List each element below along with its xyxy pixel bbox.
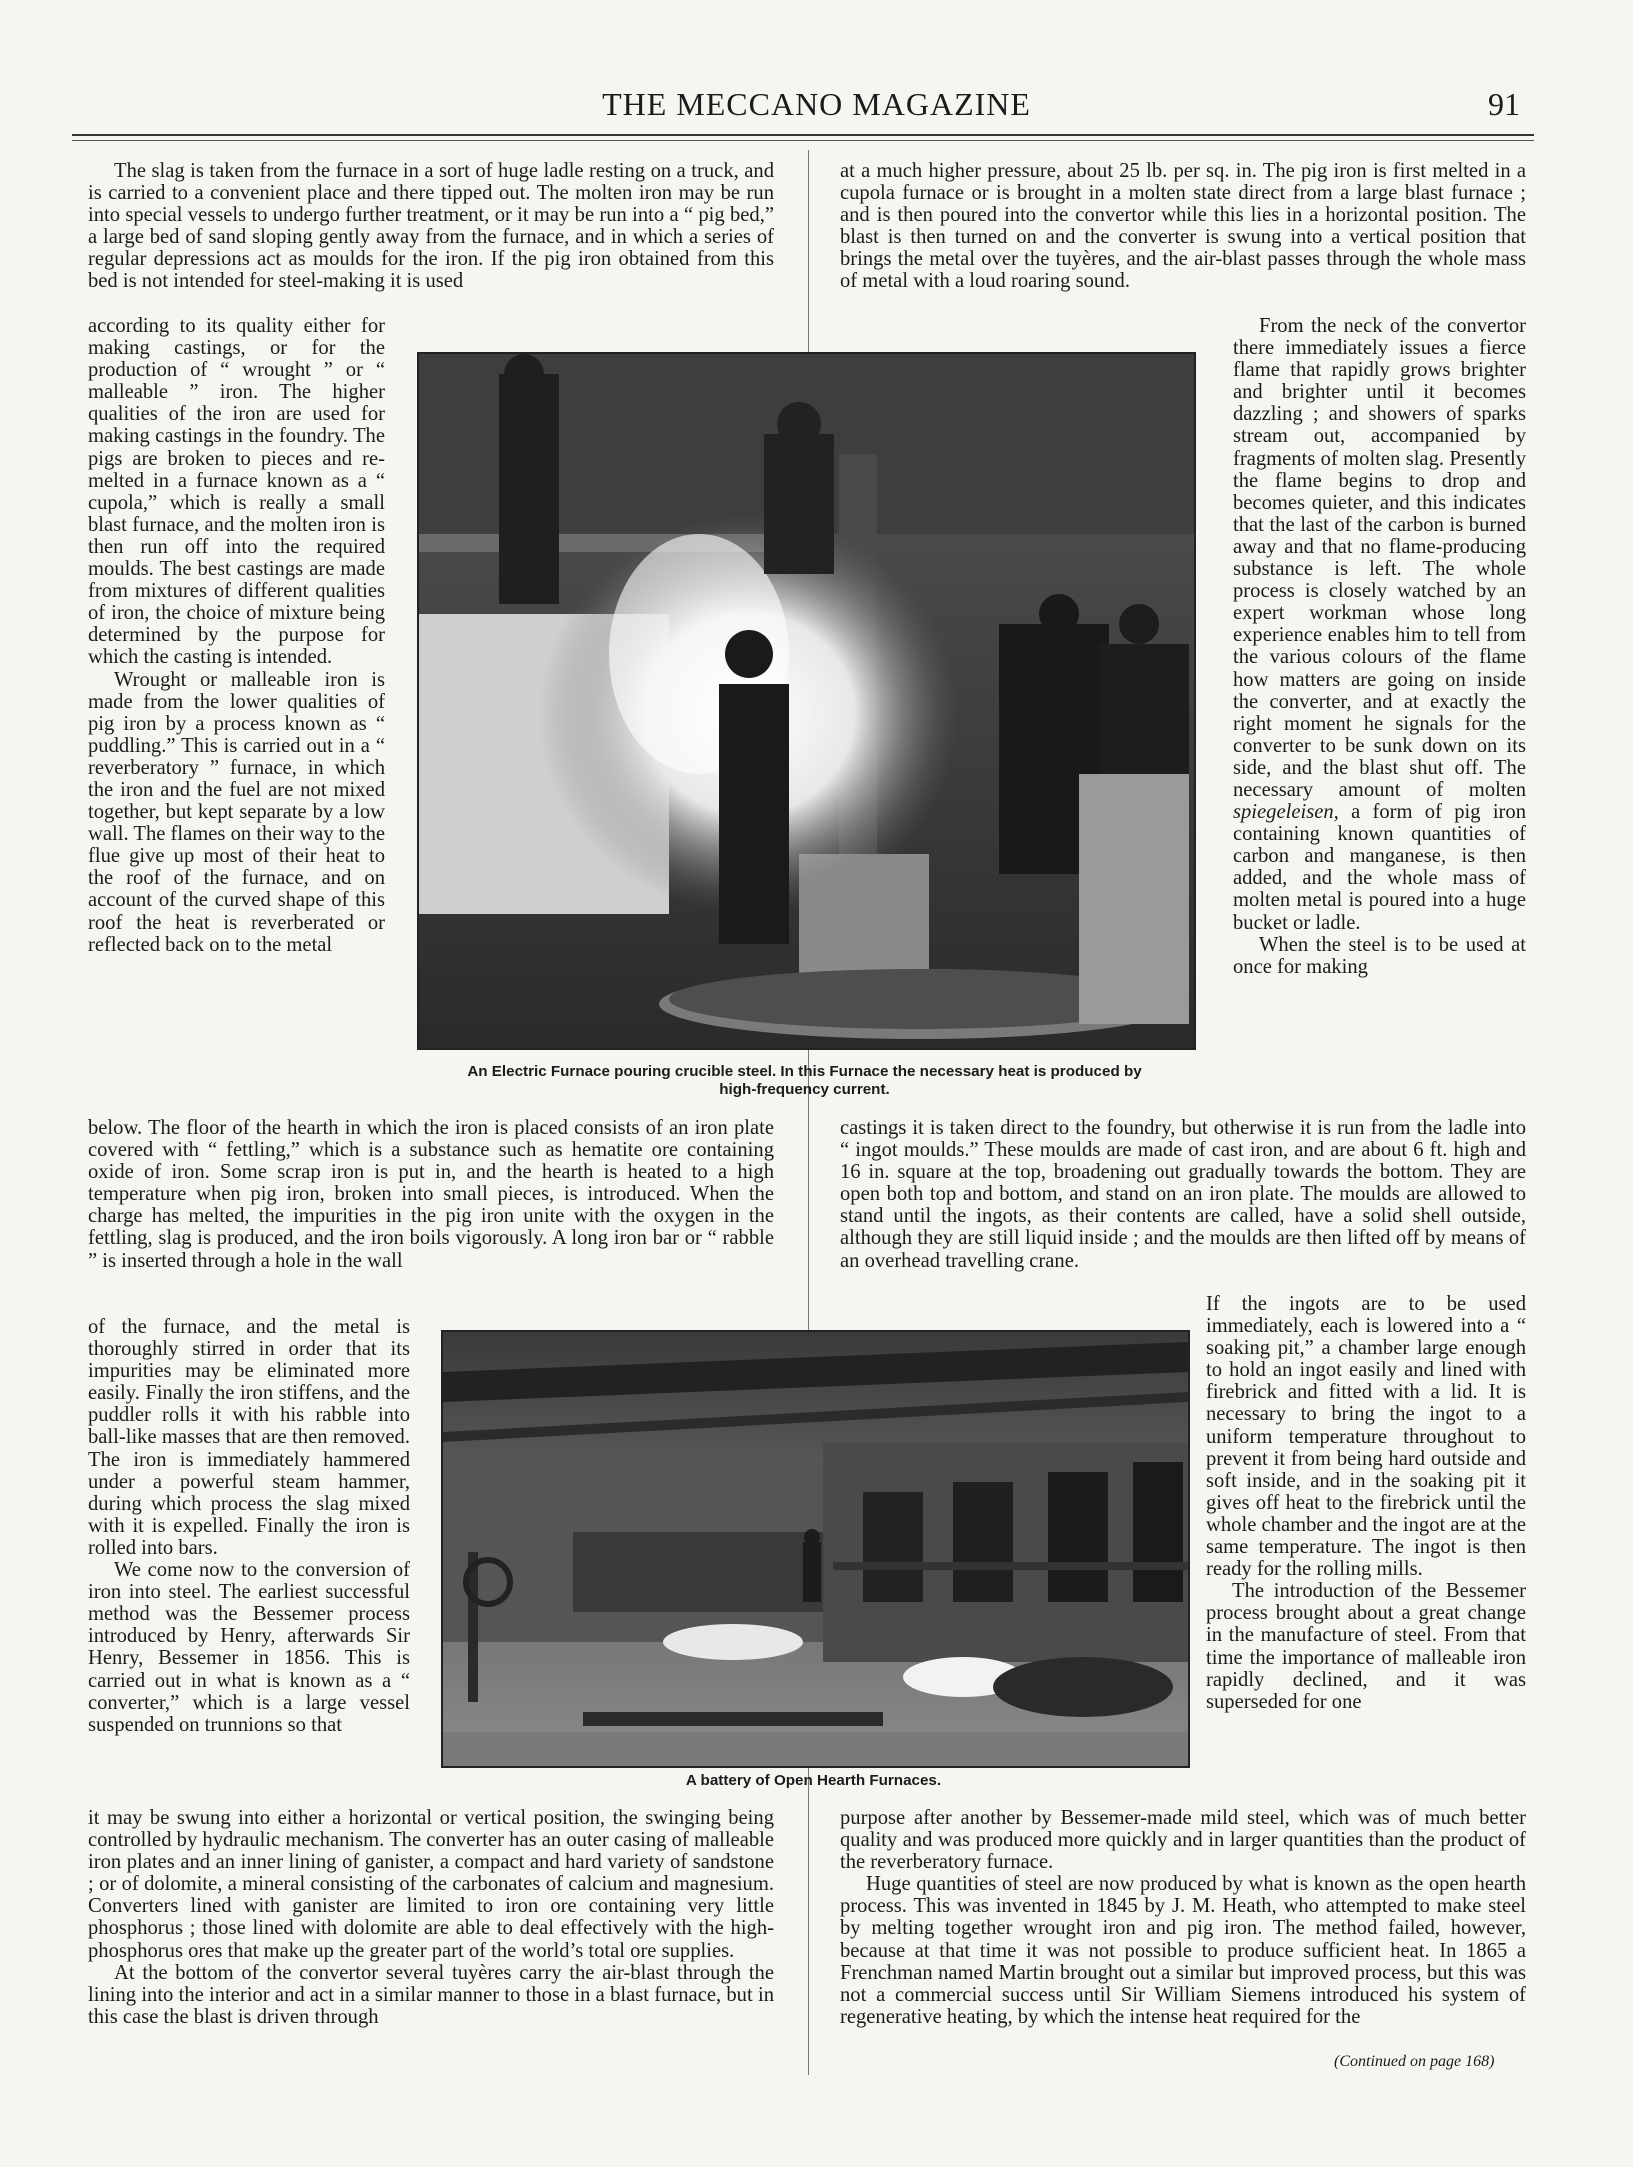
electric-furnace-caption: An Electric Furnace pouring crucible steel. In this Furnace the necessary heat is produced by high-frequency current. (467, 1063, 1142, 1098)
open-hearth-photo (441, 1330, 1190, 1768)
paragraph-flame: From the neck of the convertor there immediately issues a fierce flame that rapidly grows brighter and brighter until it becomes dazzling ; and showers of sparks stream out, accompanied by fragments of molten slag. Presently the flame begins to drop and becomes quieter, and this indicates that the last of the carbon is burned away and that no flame-producing substance is left. The whole process is closely watched by an expert workman whose long experience enables him to tell from the various colours of the flame how matters are going on inside the converter, and at exactly the right moment he signals for the converter to be sunk down on its side, and the blast shut off. The necessary amount of molten spiegeleisen, a form of pig iron containing known quantities of carbon and manganese, is then added, and the whole mass of molten metal is poured into a huge bucket or ladle. (1233, 315, 1526, 934)
header-rule-thin (72, 140, 1534, 141)
right-narrow-text-b (1206, 1293, 1526, 1713)
paragraph-quality: according to its quality either for making castings, or for the production of “ wrought ” or “ malleable ” iron. The higher qualities of the iron are used for making castings in the foundry. The pigs are broken to pieces and re-melted in a furnace known as a “ cupola,” which is really a small blast furnace, and the molten iron is then run off into the required moulds. The best castings are made from mixtures of different qualities of iron, the choice of mixture being determined by the purpose for which the casting is intended. (88, 315, 385, 669)
paragraph-open-hearth: Huge quantities of steel are now produced by what is known as the open hearth process. This was invented in 1845 by J. M. Heath, who attempted to make steel by melting together wrought iron and pig iron. The method failed, however, because at that time it was not possible to produce sufficient heat. In 1865 a Frenchman named Martin brought out a similar but improved process, but this was not a commercial success until Sir William Siemens introduced his system of regenerative heating, by which the intense heat required for the (840, 1873, 1526, 2028)
left-narrow-text-b (88, 1316, 410, 1736)
electric-furnace-photo (417, 352, 1196, 1050)
paragraph-converter-lining: it may be swung into either a horizontal or vertical position, the swinging being controlled by hydraulic mechanism. The converter has an outer casing of malleable iron plates and an inner lining of ganister, a compact and hard variety of sandstone ; or of dolomite, a mineral consisting of the carbonates of calcium and magnesium. Converters lined with ganister are limited to iron ore containing very little phosphorus ; those lined with dolomite are able to deal effectively with the high-phosphorus ores that make up the greater part of the world’s total ore supplies. (88, 1807, 774, 1962)
right-narrow-text-a (1233, 315, 1526, 978)
left-narrow-text-a (88, 315, 385, 956)
continued-note: (Continued on page 168) (1334, 2053, 1495, 2070)
right-bottom-text (840, 1807, 1526, 2028)
paragraph-mild-steel: purpose after another by Bessemer-made mild steel, which was of much better quality and was produced more quickly and in larger quantities than the product of the reverberatory furnace. (840, 1807, 1526, 1874)
left-middle-paragraph: below. The floor of the hearth in which the iron is placed consists of an iron plate covered with “ fettling,” which is a substance such as hematite ore containing oxide of iron. Some scrap iron is put in, and the hearth is heated to a high temperature when pig iron, broken into small pieces, is introduced. When the charge has melted, the impurities in the pig iron unite with the oxygen in the fettling, slag is produced, and the iron boils vigorously. A long iron bar or “ rabble ” is inserted through a hole in the wall (88, 1117, 774, 1272)
left-top-paragraph: The slag is taken from the furnace in a sort of huge ladle resting on a truck, and is carried to a convenient place and there tipped out. The molten iron may be run into special vessels to undergo further treatment, or it may be run into a “ pig bed,” a large bed of sand sloping gently away from the furnace, and in which a series of regular depressions act as moulds for the iron. If the pig iron obtained from this bed is not intended for steel-making it is used (88, 160, 774, 293)
paragraph-wrought-iron: Wrought or malleable iron is made from the lower qualities of pig iron by a process known as “ puddling.” This is carried out in a “ reverberatory ” furnace, in which the iron and the fuel are not mixed together, but kept separate by a low wall. The flames on their way to the flue give up most of their heat to the roof of the furnace, and on account of the curved shape of this roof the heat is reverberated or reflected back on to the metal (88, 668, 386, 956)
paragraph-steel-use: When the steel is to be used at once for making (1233, 933, 1526, 978)
spiegeleisen-term: spiegeleisen, (1233, 801, 1339, 824)
left-bottom-text (88, 1807, 774, 2028)
page-number: 91 (1488, 86, 1520, 122)
right-top-paragraph: at a much higher pressure, about 25 lb. per sq. in. The pig iron is first melted in a cupola furnace or is brought in a molten state direct from a large blast furnace ; and is then poured into the convertor while this lies in a horizontal position. The blast is then turned on and the converter is swung into a vertical position that brings the metal over the tuyères, and the air-blast passes through the whole mass of metal with a loud roaring sound. (840, 160, 1526, 293)
paragraph-tuyeres: At the bottom of the convertor several tuyères carry the air-blast through the lining into the interior and act in a similar manner to those in a blast furnace, but in this case the blast is driven through (88, 1961, 774, 2028)
paragraph-bessemer-change: The introduction of the Bessemer process brought about a great change in the manufacture of steel. From that time the importance of malleable iron rapidly declined, and it was superseded for one (1206, 1580, 1526, 1713)
open-hearth-caption: A battery of Open Hearth Furnaces. (685, 1772, 942, 1789)
paragraph-soaking-pit: If the ingots are to be used immediately, each is lowered into a “ soaking pit,” a chamber large enough to hold an ingot easily and lined with firebrick and fitted with a lid. It is necessary to bring the ingot to a uniform temperature throughout to prevent it from being hard outside and soft inside, and in the soaking pit it gives off heat to the firebrick until the whole chamber and the ingot are at the same temperature. The ingot is then ready for the rolling mills. (1206, 1293, 1526, 1581)
header-rule (72, 134, 1534, 136)
right-middle-paragraph: castings it is taken direct to the foundry, but otherwise it is run from the ladle into “ ingot moulds.” These moulds are made of cast iron, and are about 6 ft. high and 16 in. square at the top, broadening out gradually towards the bottom. They are open both top and bottom, and stand on an iron plate. The moulds are allowed to stand until the ingots, as their contents are called, have a solid shell outside, although they are still liquid inside ; and the moulds are then lifted off by means of an overhead travelling crane. (840, 1117, 1526, 1272)
magazine-title: THE MECCANO MAGAZINE (602, 86, 1031, 122)
paragraph-bessemer-intro: We come now to the conversion of iron into steel. The earliest successful method was the Bessemer process introduced by Henry, afterwards Sir Henry, Bessemer in 1856. This is carried out in what is known as a “ converter,” which is a large vessel suspended on trunnions so that (88, 1559, 410, 1736)
paragraph-puddler: of the furnace, and the metal is thoroughly stirred in order that its impurities may be eliminated more easily. Finally the iron stiffens, and the puddler rolls it with his rabble into ball-like masses that are then removed. The iron is immediately hammered under a powerful steam hammer, during which process the slag mixed with it is expelled. Finally the iron is rolled into bars. (88, 1316, 410, 1559)
